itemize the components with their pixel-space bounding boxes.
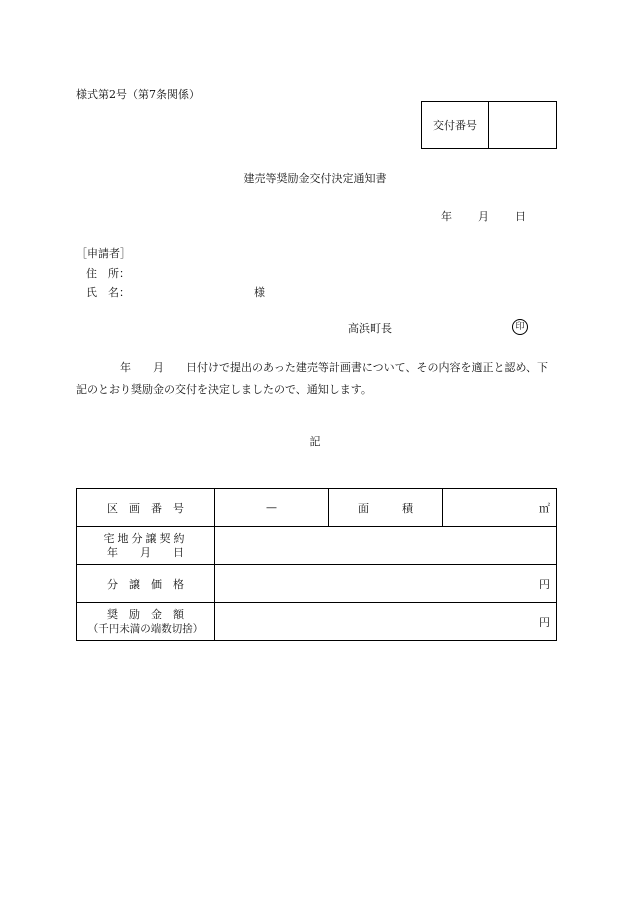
notice-body: 年 月 日付けで提出のあった建売等計画書について、その内容を適正と認め、下記のとおり奨励金の交付を決定しましたので、通知します。: [76, 361, 549, 396]
sale-price-value[interactable]: 円: [215, 565, 557, 603]
issue-number-box: [421, 101, 557, 149]
address-label: 住 所：: [86, 267, 130, 280]
issue-number-label: 交付番号: [422, 102, 489, 148]
date-day: 日: [515, 210, 526, 223]
name-row: [86, 284, 265, 300]
honorific: 様: [254, 286, 265, 299]
subsidy-amount-label-line1: 奨 励 金 額: [107, 607, 184, 621]
contract-date-label-line1: 宅地分譲契約: [103, 531, 188, 545]
subsidy-amount-label: [77, 603, 215, 641]
seal-mark: 印: [512, 319, 528, 335]
table-row: [77, 603, 557, 641]
contract-date-label-line2: 年 月 日: [107, 545, 184, 559]
lot-number-value[interactable]: —: [215, 489, 329, 527]
date-year: 年: [441, 210, 452, 223]
applicant-heading: ［申請者］: [76, 247, 131, 260]
date-month: 月: [478, 210, 489, 223]
form-number: 様式第2号（第7条関係）: [76, 88, 200, 101]
name-label: 氏 名：: [86, 286, 130, 299]
area-label: 面 積: [329, 489, 443, 527]
table-row: [77, 489, 557, 527]
table-row: [77, 527, 557, 565]
details-table: [76, 488, 557, 641]
date-line: [441, 208, 526, 224]
issuer-name: 高浜町長: [348, 322, 392, 335]
subsidy-amount-value[interactable]: 円: [215, 603, 557, 641]
table-row: [77, 565, 557, 603]
contract-date-value[interactable]: [215, 527, 557, 565]
lot-number-label: 区 画 番 号: [77, 489, 215, 527]
sale-price-label: 分 譲 価 格: [77, 565, 215, 603]
contract-date-label: [77, 527, 215, 565]
issue-number-field[interactable]: [489, 102, 556, 148]
document-title: 建売等奨励金交付決定通知書: [243, 172, 387, 185]
subsidy-amount-label-line2: （千円未満の端数切捨）: [87, 622, 204, 635]
area-value[interactable]: ㎡: [443, 489, 557, 527]
ki-heading: 記: [309, 435, 321, 448]
